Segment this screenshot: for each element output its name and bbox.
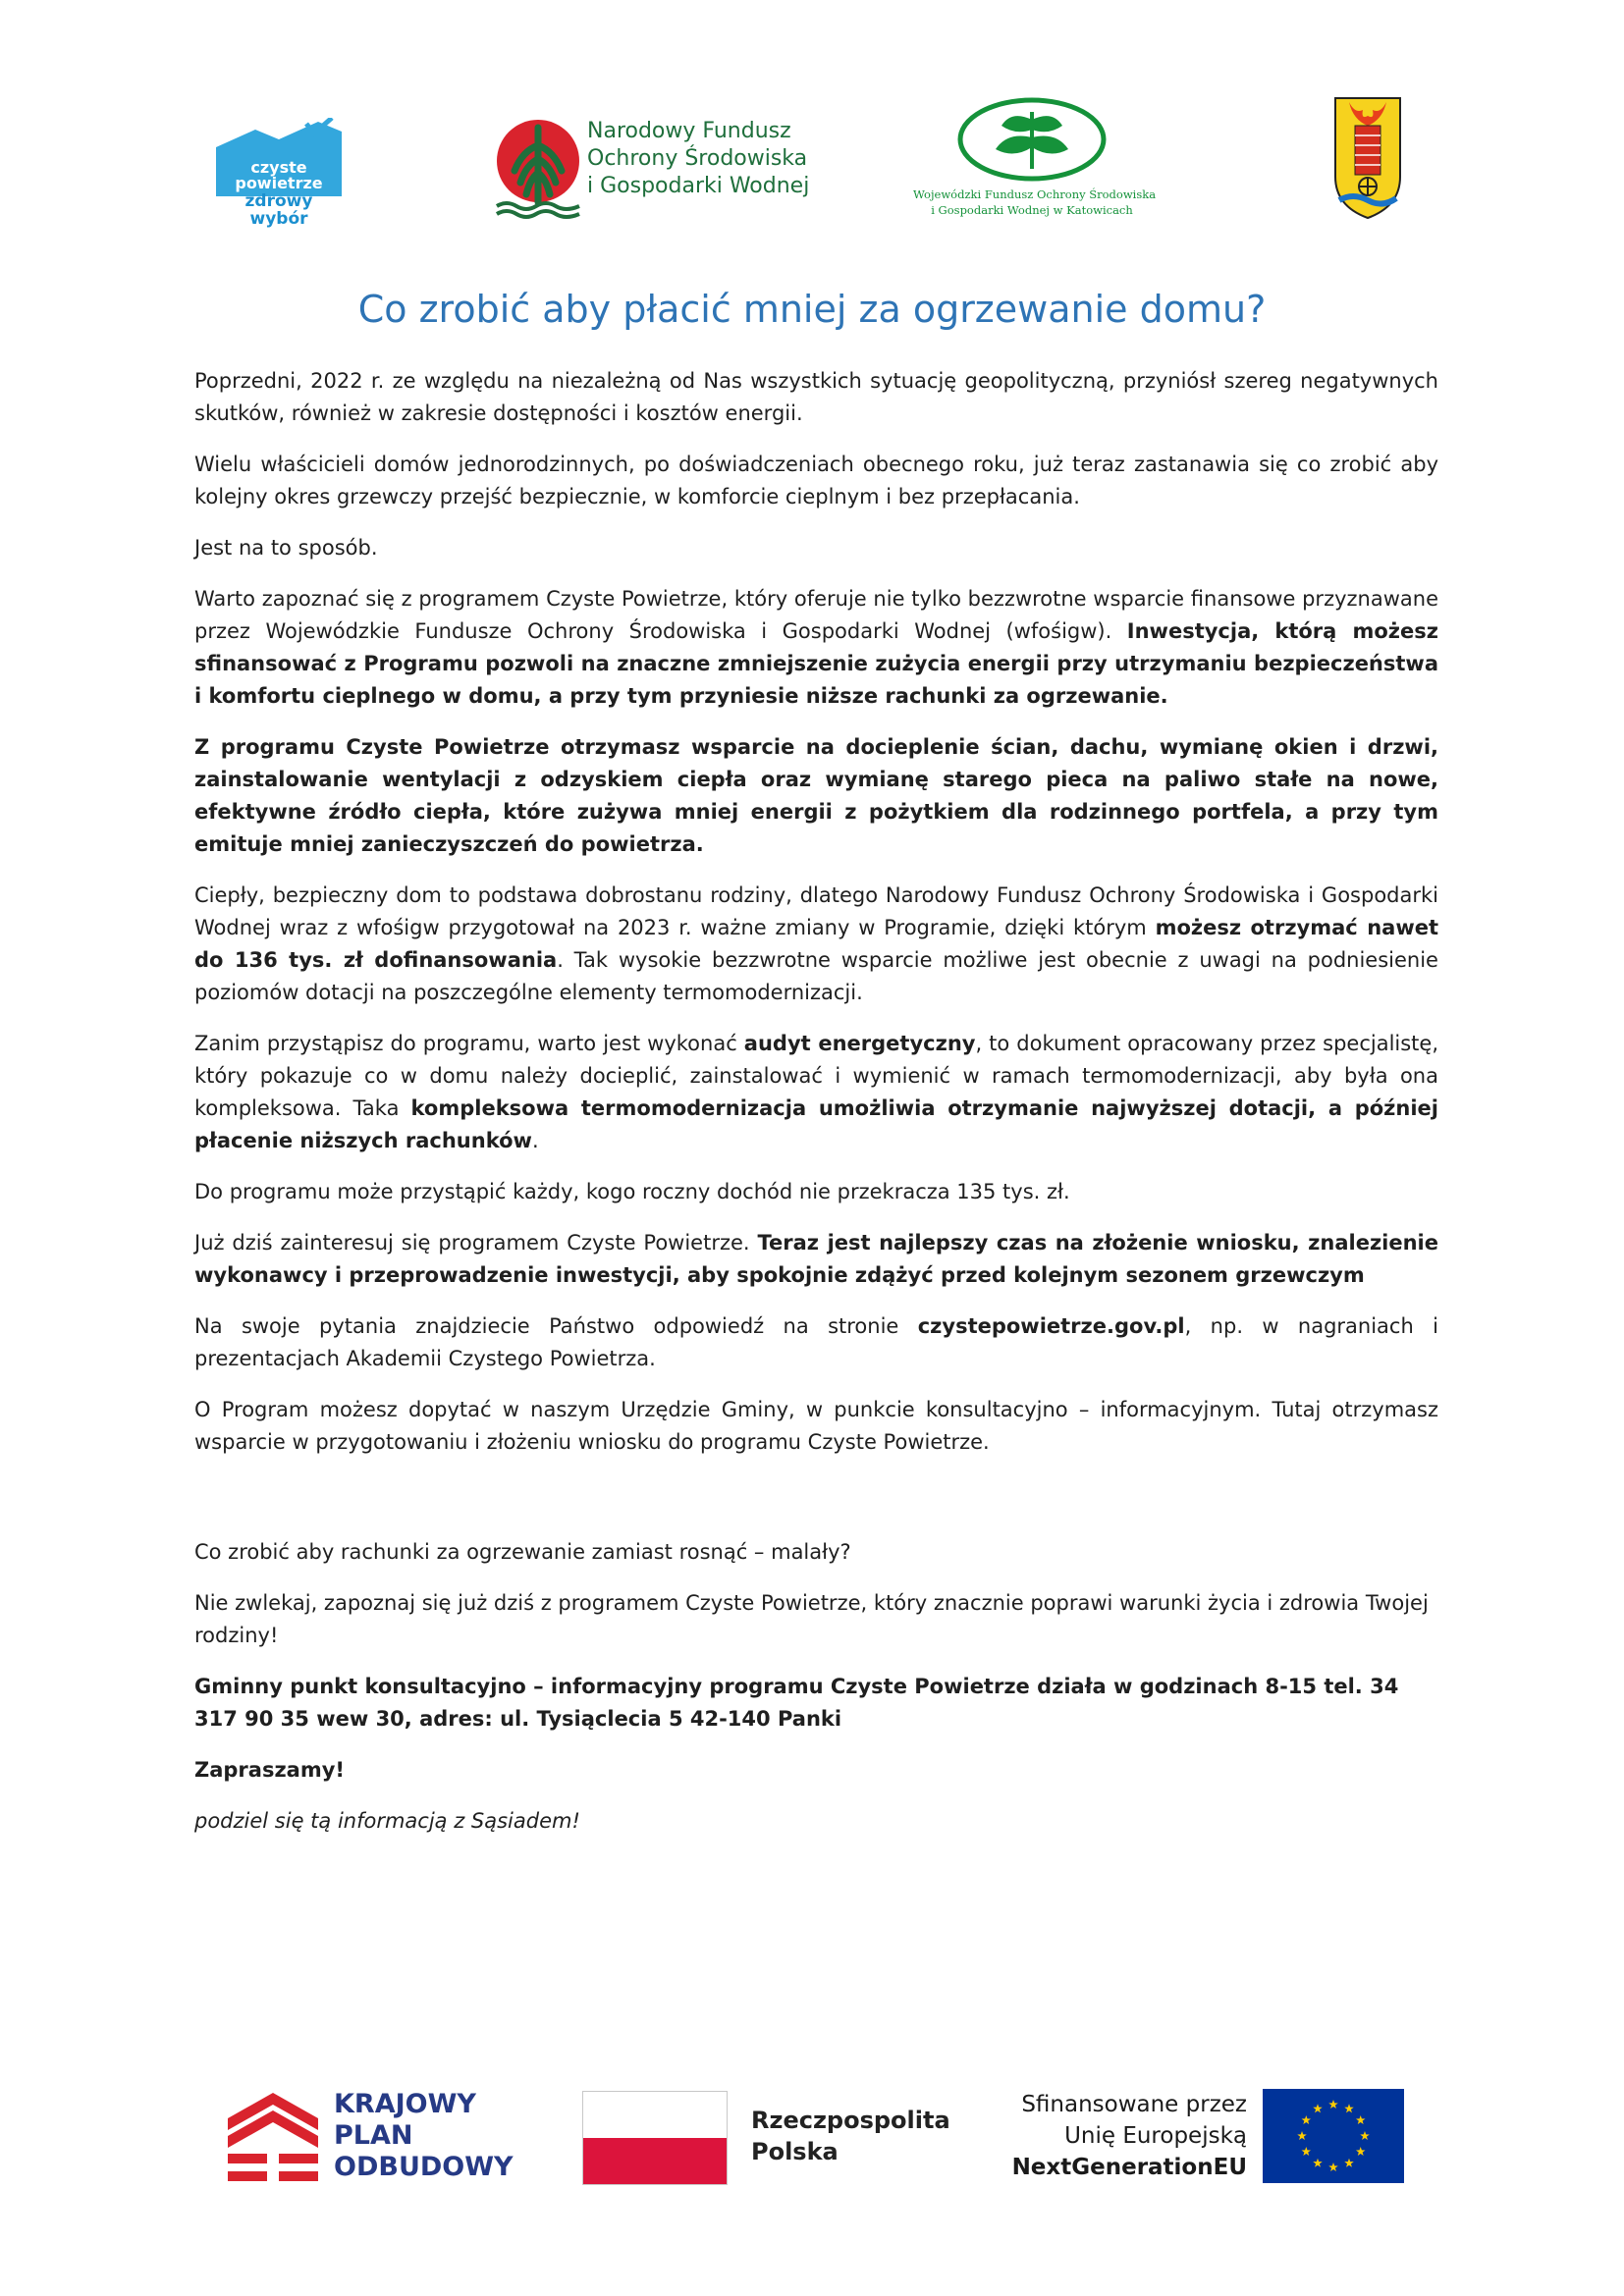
thermo-emphasis: kompleksowa termomodernizacja umożliwia otrzymanie najwyższej dotacji, a później płacenie niższych rachunków bbox=[194, 1096, 1438, 1152]
paragraph-website bbox=[194, 1310, 1438, 1375]
kpo-line2: PLAN bbox=[334, 2120, 413, 2151]
paragraph-contact bbox=[194, 1671, 1438, 1735]
wfosigw-leaves-icon bbox=[956, 96, 1108, 183]
paragraph-owners: Wielu właścicieli domów jednorodzinnych, po doświadczeniach obecnego roku, już teraz zastanawia się co zrobić aby kolejny okres grzewczy przejść bezpiecznie, w komforcie cieplnym i bez przepłacania. bbox=[194, 453, 1438, 508]
nfosigw-line2: Ochrony Środowiska bbox=[587, 146, 808, 171]
paragraph-share bbox=[194, 1805, 1438, 1838]
website-text-2: , np. w nagraniach i prezentacjach Akademii Czystego Powietrza. bbox=[194, 1314, 1438, 1370]
eu-funding-text bbox=[1012, 2089, 1247, 2183]
czyste-powietrze-logo bbox=[216, 118, 342, 229]
eu-line1: Sfinansowane przez bbox=[1021, 2092, 1247, 2117]
paragraph-income: Do programu może przystąpić każdy, kogo roczny dochód nie przekracza 135 tys. zł. bbox=[194, 1180, 1070, 1203]
paragraph-intro: Poprzedni, 2022 r. ze względu na niezależną od Nas wszystkich sytuację geopolityczną, przyniósł szereg negatywnych skutków, również w zakresie dostępności i kosztów energii. bbox=[194, 369, 1438, 425]
paragraph-funding bbox=[194, 880, 1438, 1009]
audit-emphasis: audyt energetyczny bbox=[743, 1032, 976, 1055]
rzeczpospolita-name bbox=[751, 2105, 950, 2167]
funding-text-2: . Tak wysokie bezzwrotne wsparcie możliwe jest obecnie z uwagi na podniesienie poziomów dotacji na poszczególne elementy termomodernizacji. bbox=[194, 948, 1438, 1004]
investment-emphasis: Inwestycja, którą możesz sfinansować z Programu pozwoli na znaczne zmniejszenie zużycia energii przy utrzymaniu bezpieczeństwa i komfortu cieplnego w domu, a przy tym przyniesie niższe rachunki za ogrzewanie. bbox=[194, 619, 1438, 708]
cp-logo-line2: zdrowy wybór bbox=[244, 191, 313, 229]
program-text: Warto zapoznać się z programem Czyste Powietrze, który oferuje nie tylko bezzwrotne wsparcie finansowe przyznawane przez Wojewódzkie Fundusze Ochrony Środowiska i Gospodarki Wodnej (wfośigw). bbox=[194, 587, 1438, 643]
rp-line2: Polska bbox=[751, 2138, 839, 2165]
kpo-stripes-icon bbox=[226, 2089, 320, 2185]
website-text-1: Na swoje pytania znajdziecie Państwo odpowiedź na stronie bbox=[194, 1314, 918, 1338]
eu-funding-logo bbox=[992, 2089, 1404, 2187]
paragraph-question: Co zrobić aby rachunki za ogrzewanie zamiast rosnąć – malały? bbox=[194, 1540, 851, 1564]
contact-emphasis: Gminny punkt konsultacyjno – informacyjny programu Czyste Powietrze działa w godzinach 8-15 tel. 34 317 90 35 wew 30, adres: ul. Tysiąclecia 5 42-140 Panki bbox=[194, 1675, 1399, 1731]
coat-of-arms-icon bbox=[1333, 96, 1402, 220]
eu-line3: NextGenerationEU bbox=[1011, 2155, 1247, 2180]
audit-text-1: Zanim przystąpisz do programu, warto jest wykonać bbox=[194, 1032, 744, 1055]
nfosigw-name bbox=[587, 118, 809, 200]
kpo-name bbox=[334, 2089, 514, 2183]
polish-flag-icon bbox=[582, 2091, 728, 2185]
paragraph-audit bbox=[194, 1028, 1438, 1157]
rzeczpospolita-logo bbox=[582, 2091, 995, 2189]
document-body bbox=[194, 365, 1438, 1856]
wfosigw-logo bbox=[913, 96, 1157, 224]
support-scope-emphasis: Z programu Czyste Powietrze otrzymasz wsparcie na docieplenie ścian, dachu, wymianę okien i drzwi, zainstalowanie wentylacji z odzyskiem ciepła oraz wymianę starego pieca na paliwo stałe na nowe, efektywne źródło ciepła, które zużywa mniej energii z pożytkiem dla rodzinnego portfela, a przy tym emituje mniej zanieczyszczeń do powietrza. bbox=[194, 735, 1438, 856]
paragraph-support-scope bbox=[194, 731, 1438, 861]
nfosigw-emblem-icon bbox=[493, 116, 583, 224]
eu-line2: Unię Europejską bbox=[1064, 2123, 1247, 2149]
cp-logo-line1: czyste powietrze bbox=[216, 155, 342, 196]
funding-amount-emphasis: możesz otrzymać nawet do 136 tys. zł dofinansowania bbox=[194, 916, 1438, 972]
wfosigw-line1: Wojewódzki Fundusz Ochrony Środowiska bbox=[913, 187, 1157, 201]
funding-text-1: Ciepły, bezpieczny dom to podstawa dobrostanu rodziny, dlatego Narodowy Fundusz Ochrony Środowiska i Gospodarki Wodnej wraz z wfośigw przygotował na 2023 r. ważne zmiany w Programie, dzięki którym bbox=[194, 883, 1438, 939]
paragraph-office: O Program możesz dopytać w naszym Urzędzie Gminy, w punkcie konsultacyjno – informacyjnym. Tutaj otrzymasz wsparcie w przygotowaniu i złożeniu wniosku do programu Czyste Powietrze. bbox=[194, 1398, 1438, 1454]
paragraph-now bbox=[194, 1227, 1438, 1292]
audit-text-2: , to dokument opracowany przez specjalistę, który pokazuje co w domu należy docieplić, zainstalować i wymienić w ramach termomodernizacji, aby była ona kompleksowa. Taka bbox=[194, 1032, 1439, 1120]
kpo-line1: KRAJOWY bbox=[334, 2089, 476, 2119]
kpo-line3: ODBUDOWY bbox=[334, 2152, 514, 2182]
paragraph-way: Jest na to sposób. bbox=[194, 536, 378, 560]
eu-flag-icon bbox=[1263, 2089, 1404, 2183]
nfosigw-line3: i Gospodarki Wodnej bbox=[587, 174, 810, 198]
kpo-logo bbox=[226, 2089, 530, 2187]
now-emphasis: Teraz jest najlepszy czas na złożenie wniosku, znalezienie wykonawcy i przeprowadzenie inwestycji, aby spokojnie zdążyć przed kolejnym sezonem grzewczym bbox=[194, 1231, 1438, 1287]
wfosigw-line2: i Gospodarki Wodnej w Katowicach bbox=[931, 203, 1133, 217]
paragraph-program bbox=[194, 583, 1438, 713]
invite-emphasis: Zapraszamy! bbox=[194, 1758, 345, 1782]
paragraph-invite bbox=[194, 1754, 1438, 1787]
wfosigw-name bbox=[913, 187, 1157, 218]
now-text: Już dziś zainteresuj się programem Czyste Powietrze. bbox=[194, 1231, 758, 1255]
share-italic: podziel się tą informacją z Sąsiadem! bbox=[194, 1809, 580, 1833]
rp-line1: Rzeczpospolita bbox=[751, 2107, 950, 2134]
website-link[interactable]: czystepowietrze.gov.pl bbox=[917, 1314, 1185, 1338]
page-title: Co zrobić aby płacić mniej za ogrzewanie domu? bbox=[357, 288, 1267, 331]
paragraph-dont-wait: Nie zwlekaj, zapoznaj się już dziś z programem Czyste Powietrze, który znacznie poprawi warunki życia i zdrowia Twojej rodziny! bbox=[194, 1591, 1429, 1647]
nfosigw-line1: Narodowy Fundusz bbox=[587, 119, 791, 143]
audit-text-3: . bbox=[531, 1129, 539, 1152]
nfosigw-logo bbox=[493, 116, 817, 226]
